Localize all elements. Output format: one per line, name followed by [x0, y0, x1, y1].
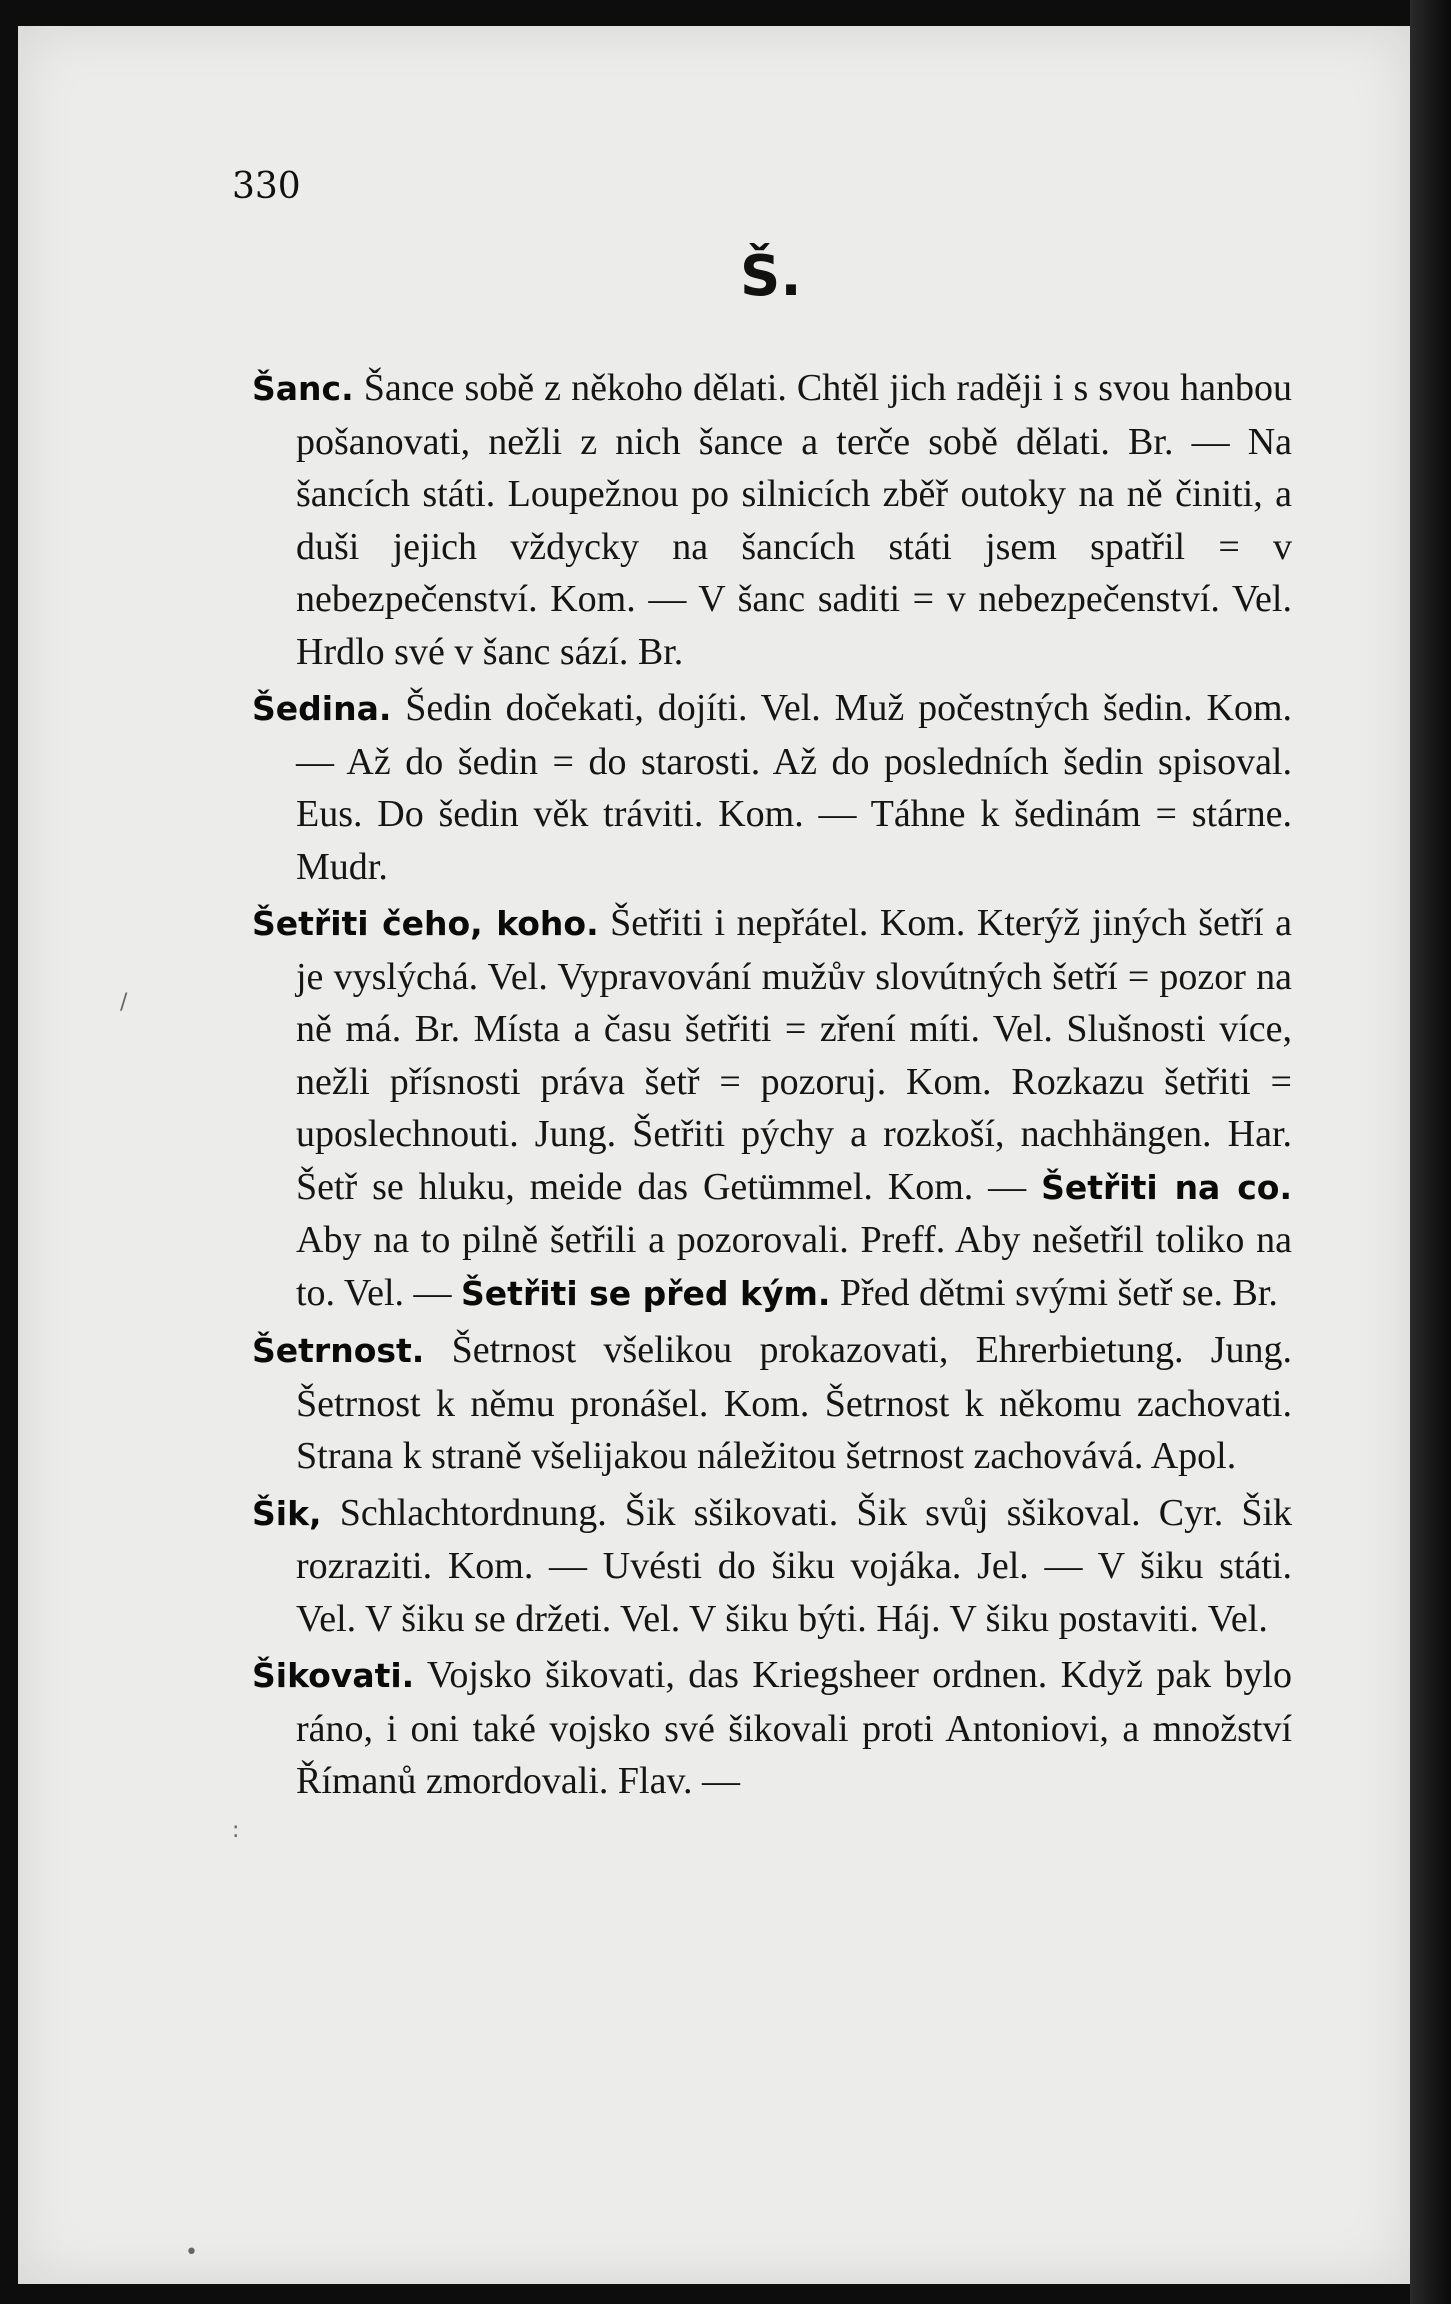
entry-body: Vojsko šikovati, das Kriegsheer ordnen. Když pak bylo ráno, i oni také vojsko své šikovali proti Antoniovi, a množství Římanů zmordovali. Flav. — — [296, 1654, 1292, 1802]
page-number: 330 — [232, 166, 301, 207]
entry-body: Aby na to pilně šetřili a pozorovali. Preff. Aby nešetřil toliko na to. Vel. — — [296, 1219, 1292, 1314]
entry-sanc — [252, 362, 1292, 678]
headword: Šikovati. — [252, 1656, 415, 1695]
sub-headword: Šetřiti na co. — [1041, 1167, 1292, 1207]
headword: Šetřiti čeho, koho. — [252, 904, 599, 943]
headword: Šedina. — [252, 689, 392, 728]
entry-body: Šetřiti i nepřátel. Kom. Kterýž jiných šetří a je vyslýchá. Vel. Vypravování mužův slovútných šetří = pozor na ně má. Br. Místa a času šetřiti = zření míti. Vel. Slušnosti více, nežli přísnosti práva šetř = pozoruj. Kom. Rozkazu šetřiti = uposlechnouti. Jung. Šetřiti pýchy a rozkoší, nachhängen. Har. Šetř se hluku, meide das Getümmel. Kom. — — [296, 902, 1293, 1208]
entry-body: Schlachtordnung. Šik sšikovati. Šik svůj sšikoval. Cyr. Šik rozraziti. Kom. — Uvésti do šiku vojáka. Jel. — V šiku státi. Vel. V šiku se držeti. Vel. V šiku býti. Háj. V šiku postaviti. Vel. — [296, 1491, 1293, 1640]
entry-body: Před dětmi svými šetř se. Br. — [839, 1271, 1278, 1314]
page-edge-shadow — [1410, 0, 1451, 2304]
sub-headword: Šetřiti se před kým. — [461, 1273, 831, 1313]
entry-setriti — [252, 897, 1292, 1320]
headword: Šanc. — [252, 369, 354, 408]
entry-body: Šance sobě z někoho dělati. Chtěl jich raději i s svou hanbou pošanovati, nežli z nich šance a terče sobě dělati. Br. — Na šancích státi. Loupežnou po silnicích zběř outoky na ně činiti, a duši jejich vždycky na šancích státi jsem spatřil = v nebezpečenství. Kom. — V šanc saditi = v nebezpečenství. Vel. Hrdlo své v šanc sází. Br. — [296, 367, 1292, 673]
section-letter: Š. — [740, 244, 802, 309]
entry-setrnost — [252, 1324, 1292, 1483]
dictionary-text — [252, 362, 1292, 1812]
entry-body: Šetrnost všelikou prokazovati, Ehrerbietung. Jung. Šetrnost k němu pronášel. Kom. Šetrnost k někomu zachovati. Strana k straně všelijakou náležitou šetrnost zachovává. Apol. — [296, 1329, 1292, 1477]
margin-mark: / — [120, 990, 128, 1015]
entry-sik — [252, 1487, 1292, 1646]
entry-sedina — [252, 682, 1292, 893]
entry-sikovati — [252, 1649, 1292, 1808]
headword: Šetrnost. — [252, 1331, 425, 1370]
margin-mark: : — [232, 1818, 240, 1843]
margin-mark: • — [185, 2240, 198, 2265]
entry-body: Šedin dočekati, dojíti. Vel. Muž počestných šedin. Kom. — Až do šedin = do starosti. Až do posledních šedin spisoval. Eus. Do šedin věk tráviti. Kom. — Táhne k šedinám = stárne. Mudr. — [296, 687, 1293, 888]
headword: Šik, — [252, 1493, 322, 1533]
